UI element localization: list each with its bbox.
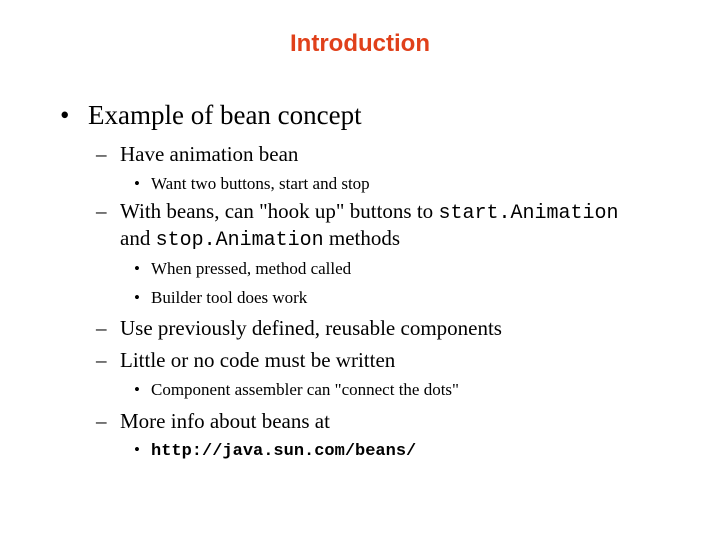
bullet-item-builder-tool <box>134 288 307 308</box>
bullet-text: Example of bean concept <box>88 100 362 130</box>
dash-icon: – <box>96 316 107 340</box>
bullet-icon: • <box>134 259 140 278</box>
bullet-text: Little or no code must be written <box>120 348 396 372</box>
bullet-text: methods <box>323 226 401 250</box>
dash-icon: – <box>96 142 107 166</box>
bullet-text: Use previously defined, reusable components <box>120 316 502 340</box>
bullet-item-when-pressed <box>134 259 351 279</box>
bullet-item-more-info <box>96 409 330 434</box>
dash-icon: – <box>96 199 107 223</box>
bullet-text: With beans, can "hook up" buttons to <box>120 199 439 223</box>
bullet-icon: • <box>134 440 140 459</box>
beans-url-link[interactable]: http://java.sun.com/beans/ <box>151 442 417 461</box>
bullet-item-reusable-components <box>96 316 502 341</box>
bullet-item-beans-url <box>134 440 416 461</box>
dash-icon: – <box>96 348 107 372</box>
bullet-item-hook-up-continued <box>120 226 400 252</box>
bullet-item-bean-concept <box>60 100 362 131</box>
bullet-text: More info about beans at <box>120 409 330 433</box>
bullet-text: Want two buttons, start and stop <box>151 174 370 193</box>
bullet-text: and <box>120 226 156 250</box>
bullet-item-connect-dots <box>134 380 459 400</box>
bullet-icon: • <box>134 174 140 193</box>
bullet-text: Have animation bean <box>120 142 299 166</box>
bullet-text: Builder tool does work <box>151 288 308 307</box>
bullet-item-animation-bean <box>96 142 298 167</box>
bullet-item-hook-up <box>96 199 618 225</box>
bullet-text: When pressed, method called <box>151 259 352 278</box>
code-start-animation: start.Animation <box>438 202 619 225</box>
dash-icon: – <box>96 409 107 433</box>
bullet-item-little-code <box>96 348 395 373</box>
slide-title: Introduction <box>290 30 430 57</box>
bullet-text: Component assembler can "connect the dots" <box>151 380 459 399</box>
code-stop-animation: stop.Animation <box>155 229 324 252</box>
bullet-icon: • <box>134 288 140 307</box>
bullet-icon: • <box>60 100 70 130</box>
bullet-item-two-buttons <box>134 174 370 194</box>
bullet-icon: • <box>134 380 140 399</box>
